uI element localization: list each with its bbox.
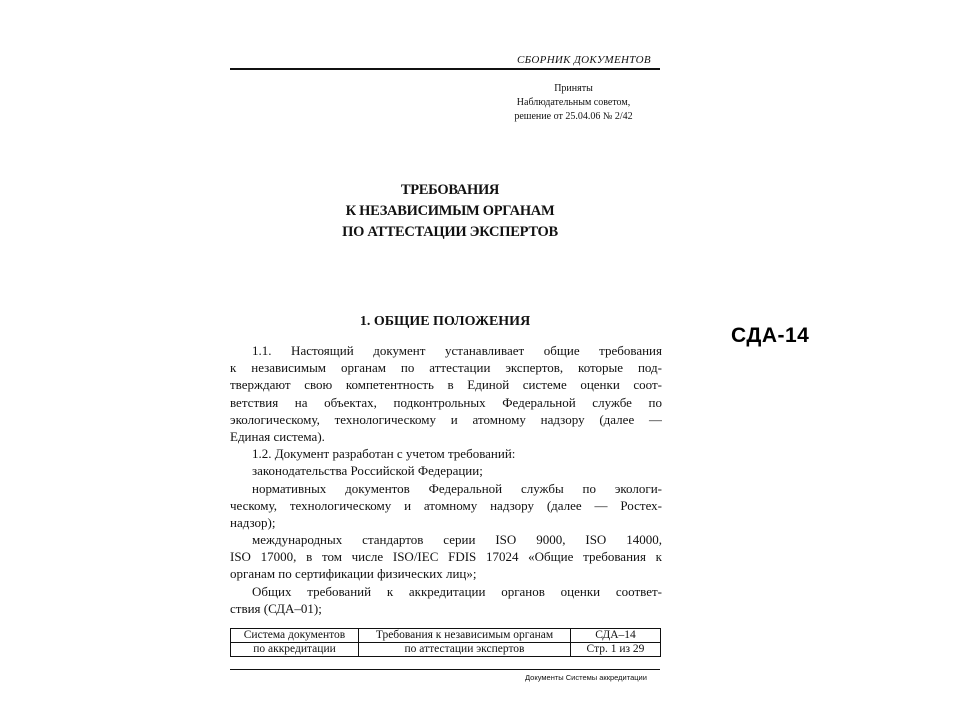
section-heading: 1. ОБЩИЕ ПОЛОЖЕНИЯ — [359, 314, 531, 329]
body-line: 1.2. Документ разработан с учетом требований: — [252, 446, 516, 462]
footer-table — [230, 628, 661, 657]
body-line: к независимым органам по аттестации экспертов, которые под- — [230, 360, 662, 376]
body-line: органам по сертификации физических лиц»; — [230, 566, 477, 582]
document-title — [300, 180, 600, 243]
approval-line: Наблюдательным советом, — [516, 97, 631, 108]
body-line: 1.1. Настоящий документ устанавливает общие требования — [252, 343, 662, 358]
footer-page-cell: Стр. 1 из 29 — [571, 643, 661, 657]
footer-system-cell: по аккредитации — [231, 643, 359, 657]
footer-row — [231, 643, 661, 657]
body-line: экологическому, технологическому и атомному надзору (далее — — [230, 411, 662, 427]
footer-title-cell: Требования к независимым органам — [359, 629, 571, 643]
footer-caption: Документы Системы аккредитации — [525, 673, 647, 682]
approval-line: решение от 25.04.06 № 2/42 — [514, 111, 633, 122]
footer-system-cell: Система документов — [231, 629, 359, 643]
body-line: ветствия на объектах, подконтрольных Федеральной службе по — [230, 394, 662, 410]
title-line: К НЕЗАВИСИМЫМ ОРГАНАМ — [345, 203, 555, 219]
body-line: законодательства Российской Федерации; — [252, 463, 483, 479]
body-line: тверждают свою компетентность в Единой системе оценки соот- — [230, 377, 662, 393]
body-line: Единая система). — [230, 428, 325, 444]
body-line: ствия (СДА–01); — [230, 600, 322, 616]
approval-note — [470, 82, 677, 124]
collection-header: СБОРНИК ДОКУМЕНТОВ — [517, 54, 651, 66]
body-line: ческому, технологическому и атомному надзору (далее — Ростех- — [230, 497, 662, 513]
title-line: ТРЕБОВАНИЯ — [400, 182, 500, 198]
approval-line: Приняты — [554, 83, 593, 94]
footer-row — [231, 629, 661, 643]
body-line: нормативных документов Федеральной службы по экологи- — [252, 480, 662, 496]
body-line: Общих требований к аккредитации органов оценки соответ- — [252, 583, 662, 599]
footer-code-cell: СДА–14 — [571, 629, 661, 643]
body-line: надзор); — [230, 514, 276, 530]
header-rule — [230, 68, 660, 70]
document-code-label: СДА-14 — [731, 324, 810, 347]
title-line: ПО АТТЕСТАЦИИ ЭКСПЕРТОВ — [342, 224, 558, 240]
footer-title-cell: по аттестации экспертов — [359, 643, 571, 657]
body-line: международных стандартов серии ISO 9000, ISO 14000, — [252, 532, 662, 548]
body-text — [230, 342, 662, 617]
footer-rule — [230, 669, 660, 670]
body-line: ISO 17000, в том числе ISO/IEC FDIS 17024 «Общие требования к — [230, 549, 662, 565]
